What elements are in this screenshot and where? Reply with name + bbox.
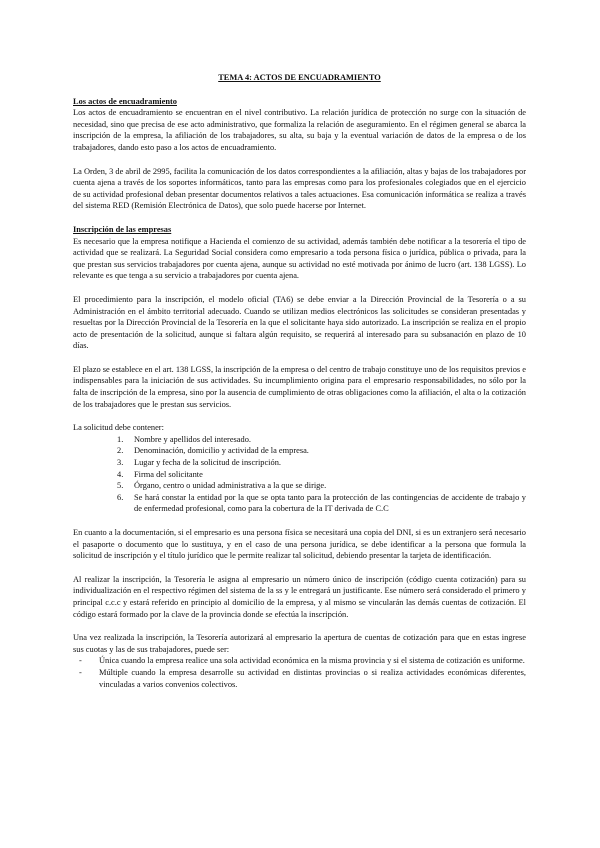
list-item-text: Denominación, domicilio y actividad de la empresa.: [134, 446, 309, 456]
list-item-text: Nombre y apellidos del interesado.: [134, 434, 251, 444]
list-dash: -: [79, 667, 82, 677]
paragraph-spacer: [73, 410, 526, 422]
document-title: TEMA 4: ACTOS DE ENCUADRAMIENTO: [218, 73, 381, 82]
list-item-text: Órgano, centro o unidad administrativa a la que se dirige.: [134, 481, 327, 491]
list-item: [73, 457, 526, 469]
list-number: 6.: [117, 492, 124, 502]
list-number: 2.: [117, 446, 124, 456]
account-types-list: [73, 655, 526, 690]
list-item: [73, 667, 526, 690]
paragraph: La Orden, 3 de abril de 2995, facilita la comunicación de los datos correspondientes a la afiliación, altas y bajas de los trabajadores por cuenta ajena a través de los soportes informáticos, tanto para las empresas como para los profesionales colegiados que en el ejercicio de su actividad profesional deban presentar documentos relativos a tales actuaciones. Esa comunicación informática se realiza a través del sistema RED (Remisión Electrónica de Datos), que solo puede hacerse por Internet.: [73, 166, 526, 211]
paragraph-spacer: [73, 212, 526, 224]
paragraph-spacer: [73, 562, 526, 574]
list-item-text: Firma del solicitante: [134, 469, 203, 479]
list-item: [73, 492, 526, 515]
list-intro: La solicitud debe contener:: [73, 423, 164, 433]
paragraph: Es necesario que la empresa notifique a Hacienda el comienzo de su actividad, además también debe notificar a la tesorería el tipo de actividad que se realizará. La Seguridad Social considera como empresario a toda persona física o jurídica, pública o privada, para la que prestan sus servicios trabajadores por cuenta ajena, aunque su actividad no esté motivada por ánimo de lucro (art. 138 LGSS). Lo relevante es que tenga a su servicio a trabajadores por cuenta ajena.: [73, 236, 526, 281]
list-number: 3.: [117, 458, 124, 468]
paragraph-spacer: [73, 154, 526, 166]
section-heading-encuadramiento: Los actos de encuadramiento: [73, 96, 177, 106]
paragraph-spacer: [73, 515, 526, 527]
document-body: [73, 72, 526, 690]
paragraph-spacer: [73, 352, 526, 364]
paragraph: Los actos de encuadramiento se encuentran en el nivel contributivo. La relación jurídica de protección no surge con la situación de necesidad, sino que precisa de ese acto administrativo, que formaliza la relación de aseguramiento. En el régimen general se abarca la inscripción de la empresa, la afiliación de los trabajadores, su alta, su baja y la eventual variación de datos de la empresa o de los trabajadores, dando esto paso a los actos de encuadramiento.: [73, 108, 526, 152]
list-item: [73, 655, 526, 667]
list-item: [73, 434, 526, 446]
paragraph: El procedimiento para la inscripción, el modelo oficial (TA6) se debe enviar a la Dirección Provincial de la Tesorería o a su Administración en el ámbito territorial adecuado. Cuando se utilizan medios electrónicos las solicitudes se consideran presentadas y resueltas por la Dirección Provincial de la Tesorería en la que el solicitante haya sido autorizado. La inscripción se realiza en el propio acto de presentación de la solicitud, aunque si faltara algún requisito, se requerirá al interesado para su subsanación en plazo de 10 días.: [73, 294, 526, 351]
list-number: 1.: [117, 434, 124, 444]
list-item: [73, 469, 526, 481]
section-heading-inscripcion: Inscripción de las empresas: [73, 224, 172, 234]
list-item-text: Se hará constar la entidad por la que se opta tanto para la protección de las contingencias de accidente de trabajo y de enfermedad profesional, como para la cobertura de la IT derivada de C.C: [134, 492, 526, 514]
list-item: [73, 480, 526, 492]
list-item: [73, 445, 526, 457]
list-number: 5.: [117, 481, 124, 491]
requirements-list: [73, 434, 526, 515]
paragraph: Al realizar la inscripción, la Tesorería le asigna al empresario un número único de inscripción (código cuenta cotización) para su individualización en el respectivo régimen del sistema de la ss y le entregará un justificante. Ese número será considerado el primero y principal c.c.c y estará referido en principio al domicilio de la empresa, y al mismo se vincularán las demás cuentas de cotización. El código estará formado por la clave de la provincia donde se efectúa la inscripción.: [73, 574, 526, 619]
paragraph-spacer: [73, 282, 526, 294]
paragraph: Una vez realizada la inscripción, la Tesorería autorizará al empresario la apertura de cuentas de cotización para que en estas ingrese sus cuotas y las de sus trabajadores, puede ser:: [73, 633, 526, 654]
list-dash: -: [79, 656, 82, 666]
list-number: 4.: [117, 469, 124, 479]
list-item-text: Única cuando la empresa realice una sola actividad económica en la misma provincia y si el sistema de cotización es uniforme.: [99, 656, 525, 666]
paragraph-spacer: [73, 620, 526, 632]
list-item-text: Múltiple cuando la empresa desarrolle su actividad en distintas provincias o si realiza actividades económicas diferentes, vinculadas a varios convenios colectivos.: [99, 667, 526, 689]
list-item-text: Lugar y fecha de la solicitud de inscripción.: [134, 458, 281, 468]
paragraph: El plazo se establece en el art. 138 LGSS, la inscripción de la empresa o del centro de trabajo constituye uno de los requisitos previos e indispensables para la iniciación de sus actividades. Su incumplimiento origina para el empresario responsabilidades, no sólo por la falta de inscripción de la empresa, sino por la ausencia de cumplimiento de otras obligaciones como la afiliación, el alta o la cotización de los trabajadores que le prestan sus servicios.: [73, 364, 526, 409]
paragraph: En cuanto a la documentación, si el empresario es una persona física se necesitará una copia del DNI, si es un extranjero será necesario el pasaporte o documento que lo sustituya, y en el caso de una persona jurídica, se debe identificar a la persona que formula la solicitud de inscripción y el título jurídico que le permite realizar tal solicitud, debiendo presentar la tarjeta de identificación.: [73, 528, 526, 561]
